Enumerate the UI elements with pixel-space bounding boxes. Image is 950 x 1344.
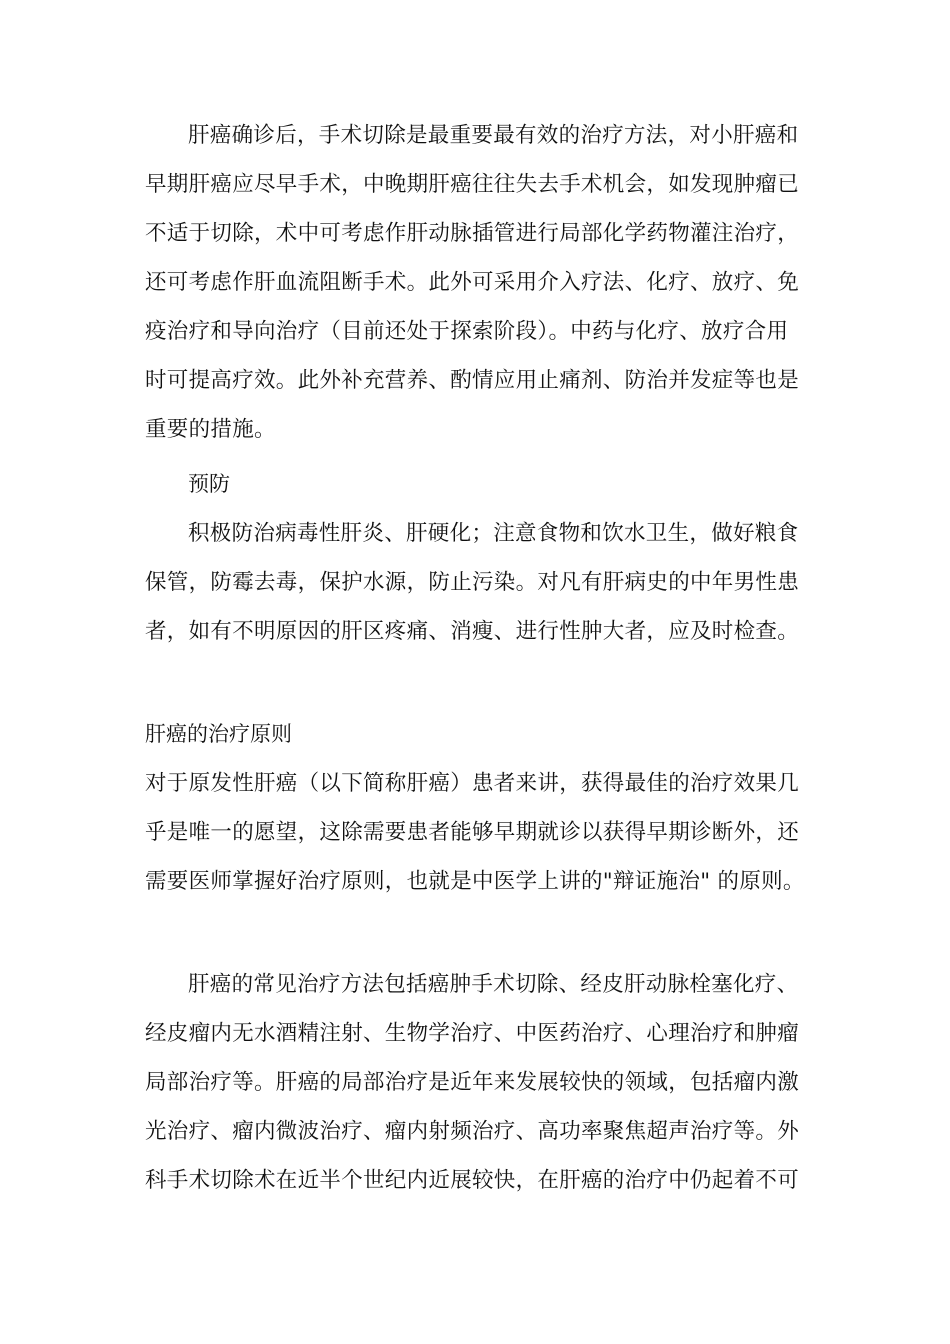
prevention-heading: 预防 <box>188 472 230 496</box>
paragraph-line: 早期肝癌应尽早手术，中晚期肝癌往往失去手术机会，如发现肿瘤已 <box>145 172 800 197</box>
paragraph-line: 者，如有不明原因的肝区疼痛、消瘦、进行性肿大者，应及时检查。 <box>145 619 800 644</box>
paragraph-line: 光治疗、瘤内微波治疗、瘤内射频治疗、高功率聚焦超声治疗等。外 <box>145 1119 800 1144</box>
paragraph-line: 保管，防霉去毒，保护水源，防止污染。对凡有肝病史的中年男性患 <box>145 570 800 595</box>
paragraph-line: 积极防治病毒性肝炎、肝硬化；注意食物和饮水卫生，做好粮食 <box>188 521 799 546</box>
paragraph-line: 疫治疗和导向治疗（目前还处于探索阶段）。中药与化疗、放疗合用 <box>145 319 789 344</box>
paragraph-line: 科手术切除术在近半个世纪内近展较快，在肝癌的治疗中仍起着不可 <box>145 1168 800 1193</box>
principles-paragraph <box>145 759 805 906</box>
prevention-paragraph <box>145 509 805 656</box>
treatment-paragraph <box>145 111 805 454</box>
paragraph-line: 对于原发性肝癌（以下简称肝癌）患者来讲，获得最佳的治疗效果几 <box>145 771 800 796</box>
paragraph-line: 乎是唯一的愿望，这除需要患者能够早期就诊以获得早期诊断外，还 <box>145 820 800 845</box>
paragraph-line: 还可考虑作肝血流阻断手术。此外可采用介入疗法、化疗、放疗、免 <box>145 270 800 295</box>
paragraph-line: 时可提高疗效。此外补充营养、酌情应用止痛剂、防治并发症等也是 <box>145 368 800 393</box>
paragraph-line: 需要医师掌握好治疗原则，也就是中医学上讲的"辩证施治" 的原则。 <box>145 869 805 894</box>
paragraph-line: 肝癌确诊后，手术切除是最重要最有效的治疗方法，对小肝癌和 <box>188 123 799 148</box>
paragraph-line: 重要的措施。 <box>145 417 276 442</box>
principles-heading: 肝癌的治疗原则 <box>145 722 292 746</box>
paragraph-line: 经皮瘤内无水酒精注射、生物学治疗、中医药治疗、心理治疗和肿瘤 <box>145 1021 800 1046</box>
paragraph-line: 不适于切除，术中可考虑作肝动脉插管进行局部化学药物灌注治疗， <box>145 221 800 246</box>
paragraph-line: 肝癌的常见治疗方法包括癌肿手术切除、经皮肝动脉栓塞化疗、 <box>188 972 799 997</box>
paragraph-line: 局部治疗等。肝癌的局部治疗是近年来发展较快的领域，包括瘤内激 <box>145 1070 800 1095</box>
methods-paragraph <box>145 960 805 1205</box>
